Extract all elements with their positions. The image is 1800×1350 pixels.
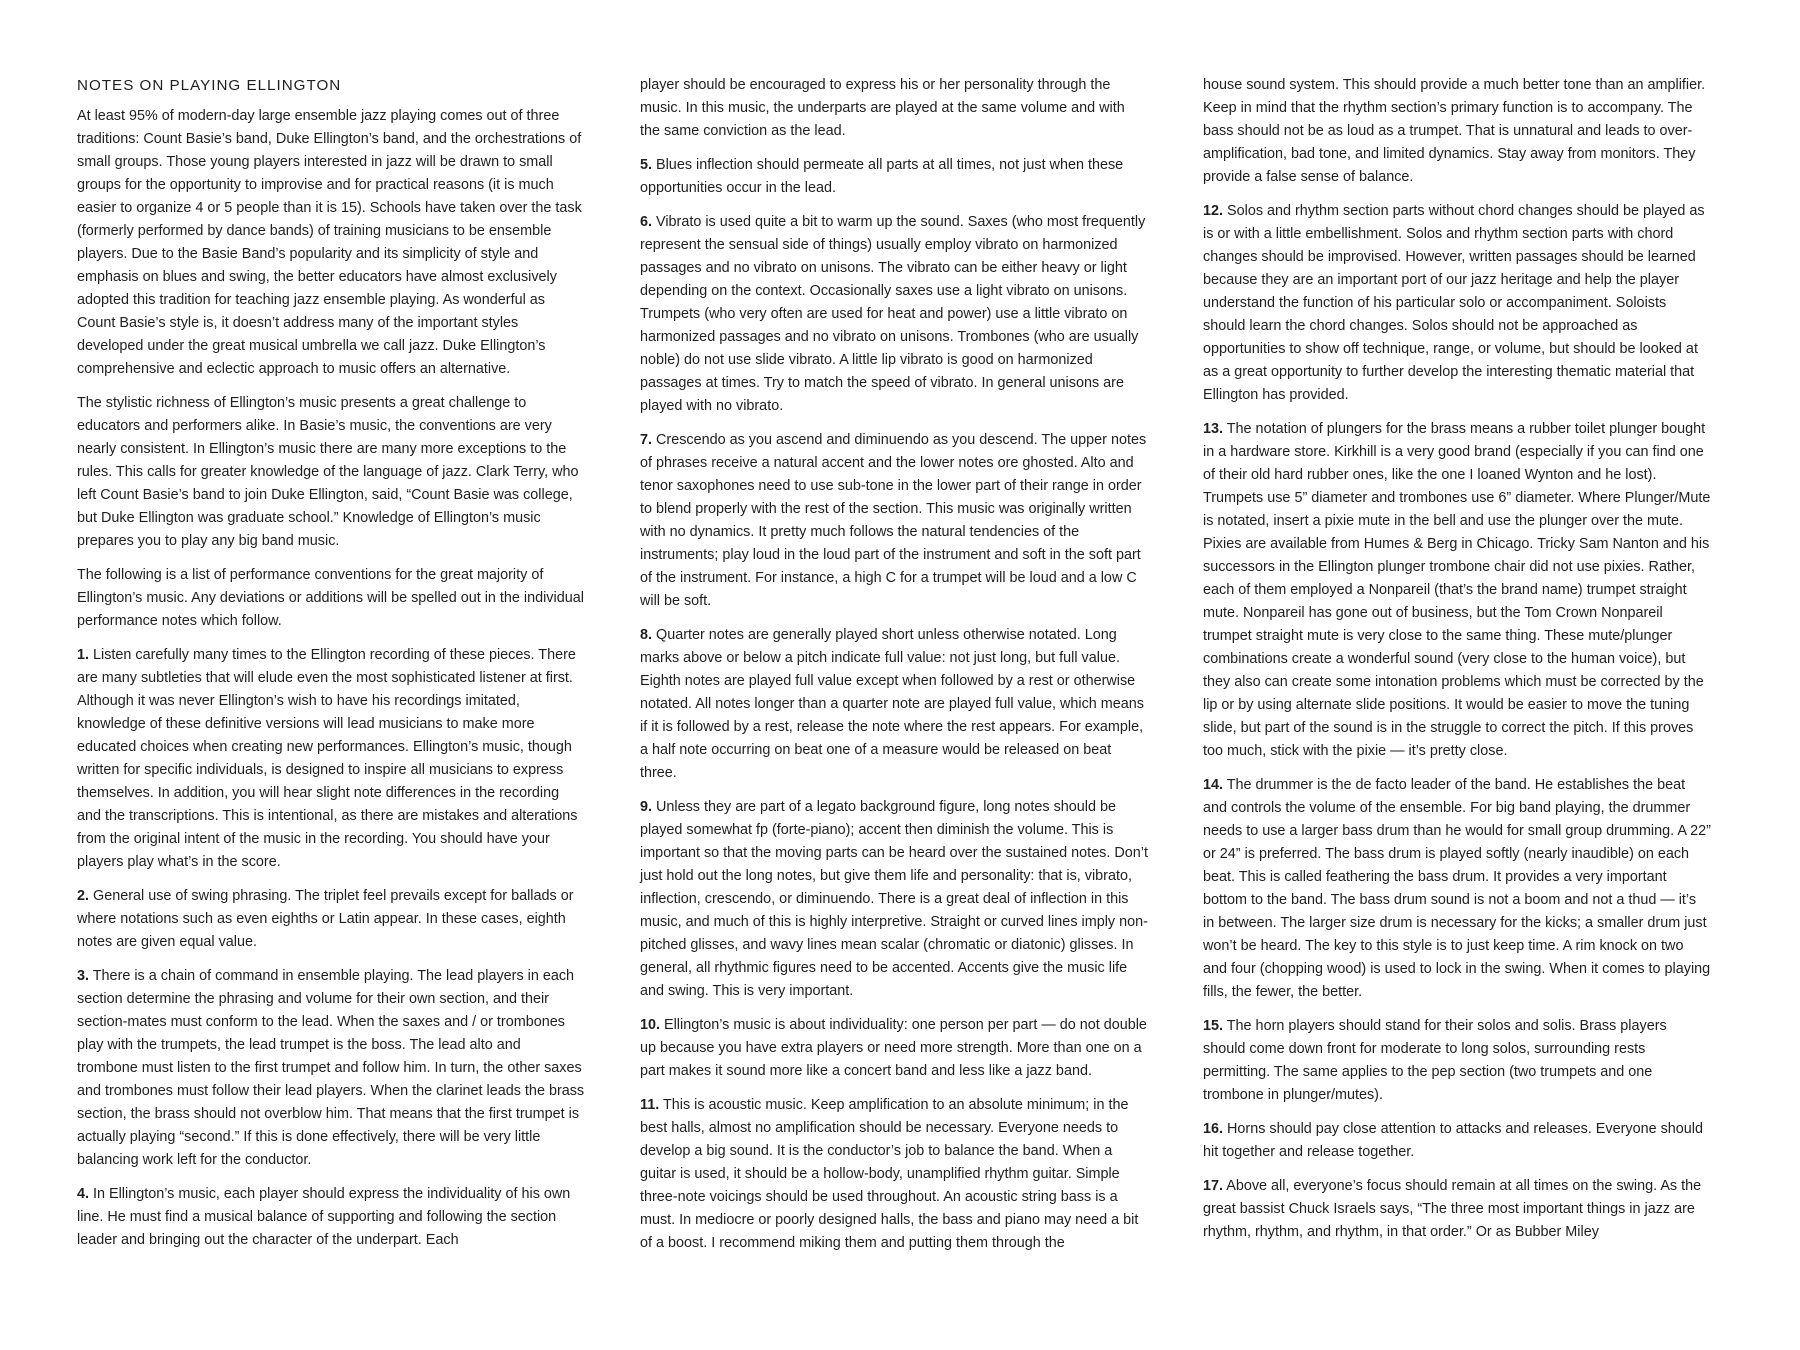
list-item — [77, 885, 585, 954]
item-number: 5. — [640, 157, 653, 173]
item-number: 10. — [640, 1017, 661, 1033]
continued-paragraph: player should be encouraged to express his or her personality through the music. In this music, the underparts are played at the same volume and with the same conviction as the lead. — [640, 77, 1125, 139]
list-item — [77, 965, 585, 1172]
item-text: Vibrato is used quite a bit to warm up the sound. Saxes (who most frequently represent the sensual side of things) usually employ vibrato on harmonized passages and no vibrato on unisons. The vibrato can be either heavy or light depending on the context. Occasionally saxes use a light vibrato on unisons. Trumpets (who very often are used for heat and power) use a little vibrato on harmonized passages and no vibrato on unisons. Trombones (who are usually noble) do not use slide vibrato. A little lip vibrato is good on harmonized passages at times. Try to match the speed of vibrato. In general unisons are played with no vibrato. — [640, 214, 1146, 414]
item-text: The drummer is the de facto leader of the band. He establishes the beat and controls the volume of the ensemble. For big band playing, the drummer needs to use a larger bass drum than he would for small group drumming. A 22” or 24” is preferred. The bass drum is played softly (nearly inaudible) on each beat. This is called feathering the bass drum. It provides a very important bottom to the band. The bass drum sound is not a boom and not a thud — it’s in between. The larger size drum is necessary for the kicks; a smaller drum just won’t be heard. The key to this style is to just keep time. A rim knock on two and four (chopping wood) is used to lock in the swing. When it comes to playing fills, the fewer, the better. — [1203, 777, 1711, 1000]
column-3 — [1203, 74, 1711, 1266]
list-item — [640, 1094, 1148, 1255]
item-number: 2. — [77, 888, 90, 904]
list-item — [77, 644, 585, 874]
item-number: 4. — [77, 1186, 90, 1202]
item-number: 6. — [640, 214, 653, 230]
item-number: 17. — [1203, 1178, 1224, 1194]
item-number: 15. — [1203, 1018, 1224, 1034]
item-number: 14. — [1203, 777, 1224, 793]
item-text: In Ellington’s music, each player should express the individuality of his own line. He must find a musical balance of supporting and following the section leader and bringing out the character of the underpart. Each — [77, 1186, 571, 1248]
list-item — [640, 796, 1148, 1003]
intro-paragraph: The stylistic richness of Ellington’s music presents a great challenge to educators and performers alike. In Basie’s music, the conventions are very nearly consistent. In Ellington’s music there are many more exceptions to the rules. This calls for greater knowledge of the language of jazz. Clark Terry, who left Count Basie’s band to join Duke Ellington, said, “Count Basie was college, but Duke Ellington was graduate school.” Knowledge of Ellington’s music prepares you to play any big band music. — [77, 395, 579, 549]
item-text: There is a chain of command in ensemble playing. The lead players in each section determine the phrasing and volume for their own section, and their section-mates must conform to the lead. When the saxes and / or trombones play with the trumpets, the lead trumpet is the boss. The lead alto and trombone must listen to the first trumpet and follow him. In turn, the other saxes and trombones must follow their lead players. When the clarinet leads the brass section, the brass should not overblow him. That means that the first trumpet is actually playing “second.” If this is done effectively, there will be very little balancing work left for the conductor. — [77, 968, 585, 1168]
list-item — [1203, 200, 1711, 407]
intro-paragraph: The following is a list of performance conventions for the great majority of Ellington’s music. Any deviations or additions will be spelled out in the individual performance notes which follow. — [77, 567, 584, 629]
list-item — [640, 624, 1148, 785]
intro-paragraph: At least 95% of modern-day large ensemble jazz playing comes out of three traditions: Count Basie’s band, Duke Ellington’s band, and the orchestrations of small groups. Those young players interested in jazz will be drawn to small groups for the opportunity to improvise and for practical reasons (it is much easier to organize 4 or 5 people than it is 15). Schools have taken over the task (formerly performed by dance bands) of training musicians to be ensemble players. Due to the Basie Band’s popularity and its simplicity of style and emphasis on blues and swing, the better educators have almost exclusively adopted this tradition for teaching jazz ensemble playing. As wonderful as Count Basie’s style is, it doesn’t address many of the important styles developed under the great musical umbrella we call jazz. Duke Ellington’s comprehensive and eclectic approach to music offers an alternative. — [77, 108, 582, 377]
list-item — [1203, 418, 1711, 763]
item-number: 11. — [640, 1097, 660, 1113]
item-text: Horns should pay close attention to attacks and releases. Everyone should hit together and release together. — [1203, 1121, 1703, 1160]
list-item — [640, 211, 1148, 418]
list-item — [1203, 1118, 1711, 1164]
list-item — [1203, 1015, 1711, 1107]
item-text: Quarter notes are generally played short unless otherwise notated. Long marks above or below a pitch indicate full value: not just long, but full value. Eighth notes are played full value except when followed by a rest or otherwise notated. All notes longer than a quarter note are played full value, which means if it is followed by a rest, release the note where the rest appears. For example, a half note occurring on beat one of a measure would be released on beat three. — [640, 627, 1144, 781]
item-number: 7. — [640, 432, 653, 448]
list-item — [640, 429, 1148, 613]
list-item — [1203, 1175, 1711, 1244]
item-number: 16. — [1203, 1121, 1224, 1137]
item-text: The notation of plungers for the brass means a rubber toilet plunger bought in a hardware store. Kirkhill is a very good brand (especially if you can find one of their old hard rubber ones, like the one I loaned Wynton and he lost). Trumpets use 5” diameter and trombones use 6” diameter. Where Plunger/Mute is notated, insert a pixie mute in the bell and use the plunger over the mute. Pixies are available from Humes & Berg in Chicago. Tricky Sam Nanton and his successors in the Ellington plunger trombone chair did not use pixies. Rather, each of them employed a Nonpareil (that’s the brand name) trumpet straight mute. Nonpareil has gone out of business, but the Tom Crown Nonpareil trumpet straight mute is very close to the same thing. These mute/plunger combinations create a wonderful sound (very close to the human voice), but they also can create some intonation problems which must be corrected by the lip or by using alternate slide positions. It would be easier to move the tuning slide, but part of the sound is in the struggle to correct the pitch. If this proves too much, stick with the pixie — it’s pretty close. — [1203, 421, 1711, 759]
item-number: 9. — [640, 799, 653, 815]
item-number: 12. — [1203, 203, 1224, 219]
item-number: 13. — [1203, 421, 1224, 437]
item-text: Solos and rhythm section parts without chord changes should be played as is or with a little embellishment. Solos and rhythm section parts with chord changes should be improvised. However, written passages should be learned because they are an important port of our jazz heritage and help the player understand the function of his particular solo or accompaniment. Soloists should learn the chord changes. Solos should not be approached as opportunities to show off technique, range, or volume, but should be looked at as a great opportunity to further develop the interesting thematic material that Ellington has provided. — [1203, 203, 1705, 403]
item-text: Ellington’s music is about individuality: one person per part — do not double up because you have extra players or need more strength. More than one on a part makes it sound more like a concert band and less like a jazz band. — [640, 1017, 1147, 1079]
item-text: The horn players should stand for their solos and solis. Brass players should come down front for moderate to long solos, surrounding rests permitting. The same applies to the pep section (two trumpets and one trombone in plunger/mutes). — [1203, 1018, 1667, 1103]
item-text: Blues inflection should permeate all parts at all times, not just when these opportunities occur in the lead. — [640, 157, 1124, 196]
item-text: Listen carefully many times to the Ellington recording of these pieces. There are many subtleties that will elude even the most sophisticated listener at first. Although it was never Ellington’s wish to have his recordings imitated, knowledge of these definitive versions will lead musicians to make more educated choices when creating new performances. Ellington’s music, though written for specific individuals, is designed to inspire all musicians to express themselves. In addition, you will hear slight note differences in the recording and the transcriptions. This is intentional, as there are mistakes and alterations from the original intent of the music in the recording. You should have your players play what’s in the score. — [77, 647, 578, 870]
list-item — [77, 1183, 585, 1252]
text-columns — [77, 74, 1744, 1266]
list-item — [640, 154, 1148, 200]
item-text: General use of swing phrasing. The triplet feel prevails except for ballads or where notations such as even eighths or Latin appear. In these cases, eighth notes are given equal value. — [77, 888, 574, 950]
item-number: 1. — [77, 647, 90, 663]
list-item — [1203, 774, 1711, 1004]
list-item — [640, 1014, 1148, 1083]
continued-paragraph: house sound system. This should provide a much better tone than an amplifier. Keep in mind that the rhythm section’s primary function is to accompany. The bass should not be as loud as a trumpet. That is unnatural and leads to over-amplification, bad tone, and limited dynamics. Stay away from monitors. They provide a false sense of balance. — [1203, 77, 1706, 185]
item-number: 8. — [640, 627, 653, 643]
item-number: 3. — [77, 968, 90, 984]
column-1 — [77, 74, 585, 1266]
item-text: Crescendo as you ascend and diminuendo as you descend. The upper notes of phrases receive a natural accent and the lower notes ore ghosted. Alto and tenor saxophones need to use sub-tone in the lower part of their range in order to blend properly with the rest of the section. This music was originally written with no dynamics. It pretty much follows the natural tendencies of the instruments; play loud in the loud part of the instrument and soft in the soft part of the instrument. For instance, a high C for a trumpet will be loud and a low C will be soft. — [640, 432, 1147, 609]
item-text: Unless they are part of a legato background figure, long notes should be played somewhat fp (forte-piano); accent then diminish the volume. This is important so that the moving parts can be heard over the sustained notes. Don’t just hold out the long notes, but give them life and personality: that is, vibrato, inflection, crescendo, or diminuendo. There is a great deal of inflection in this music, and much of this is highly interpretive. Straight or curved lines imply non-pitched glisses, and wavy lines mean scalar (chromatic or diatonic) glisses. In general, all rhythmic figures need to be accented. Accents give the music life and swing. This is very important. — [640, 799, 1148, 999]
item-text: Above all, everyone’s focus should remain at all times on the swing. As the great bassist Chuck Israels says, “The three most important things in jazz are rhythm, rhythm, and rhythm, in that order.” Or as Bubber Miley — [1203, 1178, 1702, 1240]
column-2 — [640, 74, 1148, 1266]
item-text: This is acoustic music. Keep amplification to an absolute minimum; in the best halls, almost no amplification should be necessary. Everyone needs to develop a big sound. It is the conductor’s job to balance the band. When a guitar is used, it should be a hollow-body, unamplified rhythm guitar. Simple three-note voicings should be used throughout. An acoustic string bass is a must. In mediocre or poorly designed halls, the bass and piano may need a bit of a boost. I recommend miking them and putting them through the — [640, 1097, 1139, 1251]
page-title: NOTES ON PLAYING ELLINGTON — [77, 77, 342, 94]
